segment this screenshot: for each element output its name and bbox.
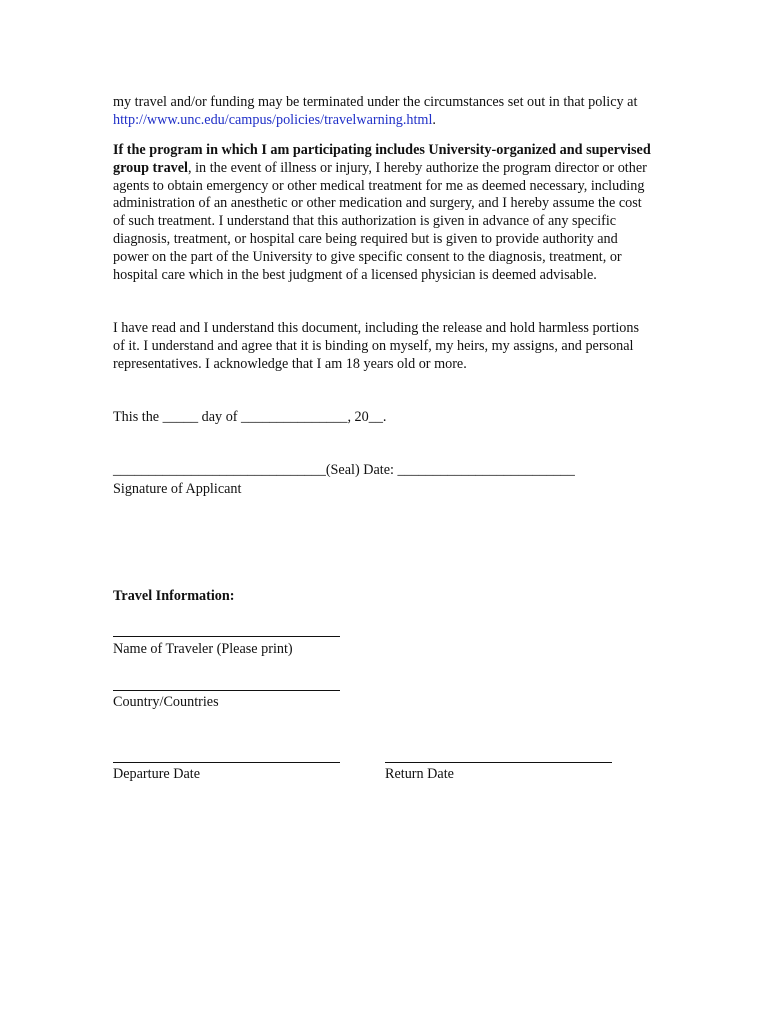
departure-date-label: Departure Date	[113, 766, 201, 782]
intro-paragraph	[113, 94, 653, 130]
return-date-field[interactable]	[385, 762, 612, 763]
travel-info-heading: Travel Information:	[113, 588, 235, 604]
medical-authorization-paragraph	[113, 142, 653, 284]
acknowledgement-text: I have read and I understand this document, including the release and hold harmless portions of it. I understand and agree that it is binding on myself, my heirs, my assigns, and personal representatives. I acknowledge that I am 18 years old or more.	[113, 320, 639, 372]
traveler-name-label: Name of Traveler (Please print)	[113, 641, 293, 657]
countries-field[interactable]	[113, 690, 340, 691]
intro-at-prefix: at	[627, 94, 638, 110]
traveler-name-field[interactable]	[113, 636, 340, 637]
return-date-label: Return Date	[385, 766, 454, 782]
signature-seal-date-line[interactable]: ______________________________(Seal) Date: _________________________	[113, 462, 575, 478]
medical-bold-lead: If the program in which I am participating includes University-organized and supervised group travel	[113, 142, 651, 176]
policy-link[interactable]: http://www.unc.edu/campus/policies/travelwarning.html	[113, 111, 433, 128]
date-line[interactable]: This the _____ day of _______________, 20__.	[113, 409, 387, 425]
intro-line: my travel and/or funding may be terminated under the circumstances set out in that policy	[113, 94, 624, 110]
departure-date-field[interactable]	[113, 762, 340, 763]
acknowledgement-paragraph	[113, 320, 653, 373]
intro-period: .	[432, 111, 436, 128]
countries-label: Country/Countries	[113, 694, 219, 710]
medical-body: , in the event of illness or injury, I hereby authorize the program director or other agents to obtain emergency or other medical treatment for me as deemed necessary, including administration of an anesthetic or other medication and surgery, and I hereby assume the cost of such treatment. I understand that this authorization is given in advance of any specific diagnosis, treatment, or hospital care being required but is given to provide authority and power on the part of the University to give specific consent to the diagnosis, treatment, or hospital care which in the best judgment of a licensed physician is deemed advisable.	[113, 159, 647, 283]
signature-label: Signature of Applicant	[113, 481, 242, 497]
